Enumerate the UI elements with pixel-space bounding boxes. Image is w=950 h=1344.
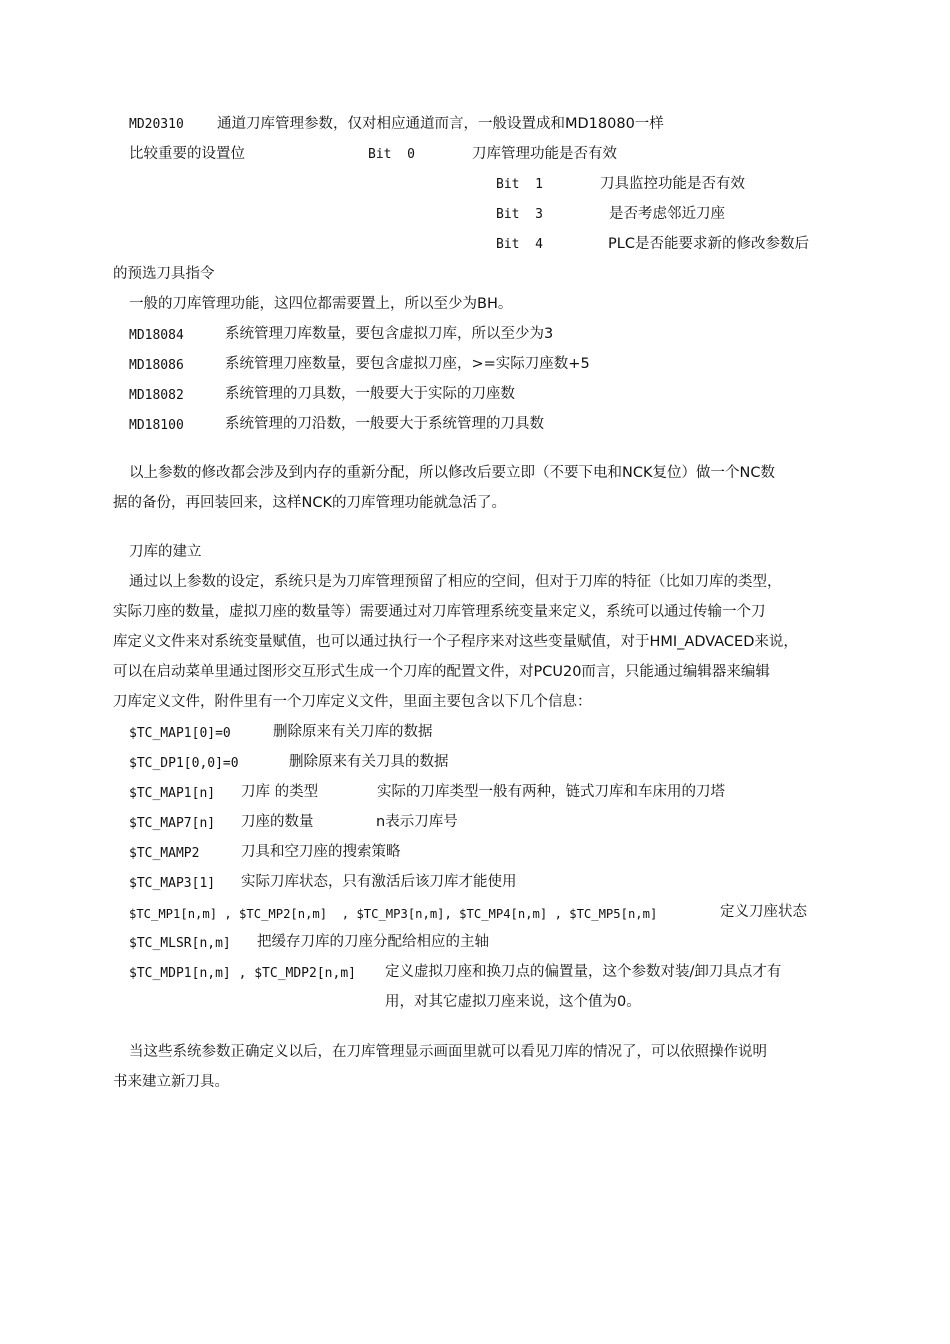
variable-name: $TC_MP1[n,m] , $TC_MP2[n,m] , $TC_MP3[n,m], $TC_MP4[n,m] , $TC_MP5[n,m] [129,907,658,921]
variable-desc: 把缓存刀库的刀座分配给相应的主轴 [257,934,489,950]
section-heading: 刀库的建立 [129,544,202,560]
bit-3-desc: 是否考虑邻近刀座 [609,206,725,222]
bit-3-label: Bit 3 [496,207,543,222]
magazine-paragraph-line: 可以在启动菜单里通过图形交互形式生成一个刀库的配置文件，对PCU20而言，只能通过编辑器来编辑 [113,664,770,680]
variable-desc: 定义虚拟刀座和换刀点的偏置量，这个参数对装/卸刀具点才有 [385,964,782,980]
variable-desc: 刀库 的类型 [241,784,319,800]
bit-1-desc: 刀具监控功能是否有效 [600,176,745,192]
closing-line-1: 当这些系统参数正确定义以后，在刀库管理显示画面里就可以看见刀库的情况了，可以依照操作说明 [129,1044,767,1060]
magazine-paragraph-line: 实际刀座的数量，虚拟刀座的数量等）需要通过对刀库管理系统变量来定义，系统可以通过传输一个刀 [113,604,766,620]
param-desc-md20310: 通道刀库管理参数，仅对相应通道而言，一般设置成和MD18080一样 [217,116,664,132]
closing-line-2: 书来建立新刀具。 [113,1074,229,1090]
bit-0-desc: 刀库管理功能是否有效 [472,146,617,162]
variable-desc: 刀具和空刀座的搜索策略 [241,844,401,860]
variable-extra: n表示刀库号 [376,814,458,830]
backup-note-line-1: 以上参数的修改都会涉及到内存的重新分配，所以修改后要立即（不要下电和NCK复位）做一个NC数 [129,465,775,481]
variable-name: $TC_MAP1[0]=0 [129,726,231,741]
param-code-md18086: MD18086 [129,358,184,373]
variable-desc: 实际刀库状态，只有激活后该刀库才能使用 [241,874,517,890]
variable-extra: 实际的刀库类型一般有两种，链式刀库和车床用的刀塔 [377,784,725,800]
bit-1-label: Bit 1 [496,177,543,192]
variable-desc: 定义刀座状态 [720,904,807,920]
param-code-md18084: MD18084 [129,328,184,343]
variable-desc: 删除原来有关刀具的数据 [289,754,449,770]
bits-intro: 比较重要的设置位 [129,146,245,162]
magazine-paragraph-line: 库定义文件来对系统变量赋值，也可以通过执行一个子程序来对这些变量赋值，对于HMI_ADVACED来说， [113,634,798,650]
variable-name: $TC_MAP3[1] [129,876,216,891]
bit-0-label: Bit 0 [368,147,415,162]
param-desc-md18082: 系统管理的刀具数，一般要大于实际的刀座数 [225,386,515,402]
variable-desc-continued: 用，对其它虚拟刀座来说，这个值为0。 [385,994,641,1010]
param-code-md18100: MD18100 [129,418,184,433]
magazine-paragraph-line: 通过以上参数的设定，系统只是为刀库管理预留了相应的空间，但对于刀库的特征（比如刀库的类型， [129,574,782,590]
param-desc-md18100: 系统管理的刀沿数，一般要大于系统管理的刀具数 [225,416,544,432]
variable-name: $TC_MDP1[n,m] , $TC_MDP2[n,m] [129,966,356,981]
variable-name: $TC_MAMP2 [129,846,200,861]
backup-note-line-2: 据的备份，再回装回来，这样NCK的刀库管理功能就急活了。 [113,495,506,511]
param-code-md20310: MD20310 [129,117,184,132]
variable-name: $TC_MAP1[n] [129,786,216,801]
magazine-paragraph-line: 刀库定义文件，附件里有一个刀库定义文件，里面主要包含以下几个信息： [113,694,592,710]
param-code-md18082: MD18082 [129,388,184,403]
bits-summary: 一般的刀库管理功能，这四位都需要置上，所以至少为BH。 [129,296,513,312]
bit-4-desc: PLC是否能要求新的修改参数后 [608,236,809,252]
variable-name: $TC_MAP7[n] [129,816,216,831]
param-desc-md18086: 系统管理刀座数量，要包含虚拟刀座，>=实际刀座数+5 [225,356,590,372]
variable-desc: 刀座的数量 [241,814,314,830]
variable-name: $TC_DP1[0,0]=0 [129,756,239,771]
bits-continuation: 的预选刀具指令 [113,266,215,282]
variable-name: $TC_MLSR[n,m] [129,936,231,951]
param-desc-md18084: 系统管理刀库数量，要包含虚拟刀库，所以至少为3 [225,326,554,342]
variable-desc: 删除原来有关刀库的数据 [273,724,433,740]
bit-4-label: Bit 4 [496,237,543,252]
